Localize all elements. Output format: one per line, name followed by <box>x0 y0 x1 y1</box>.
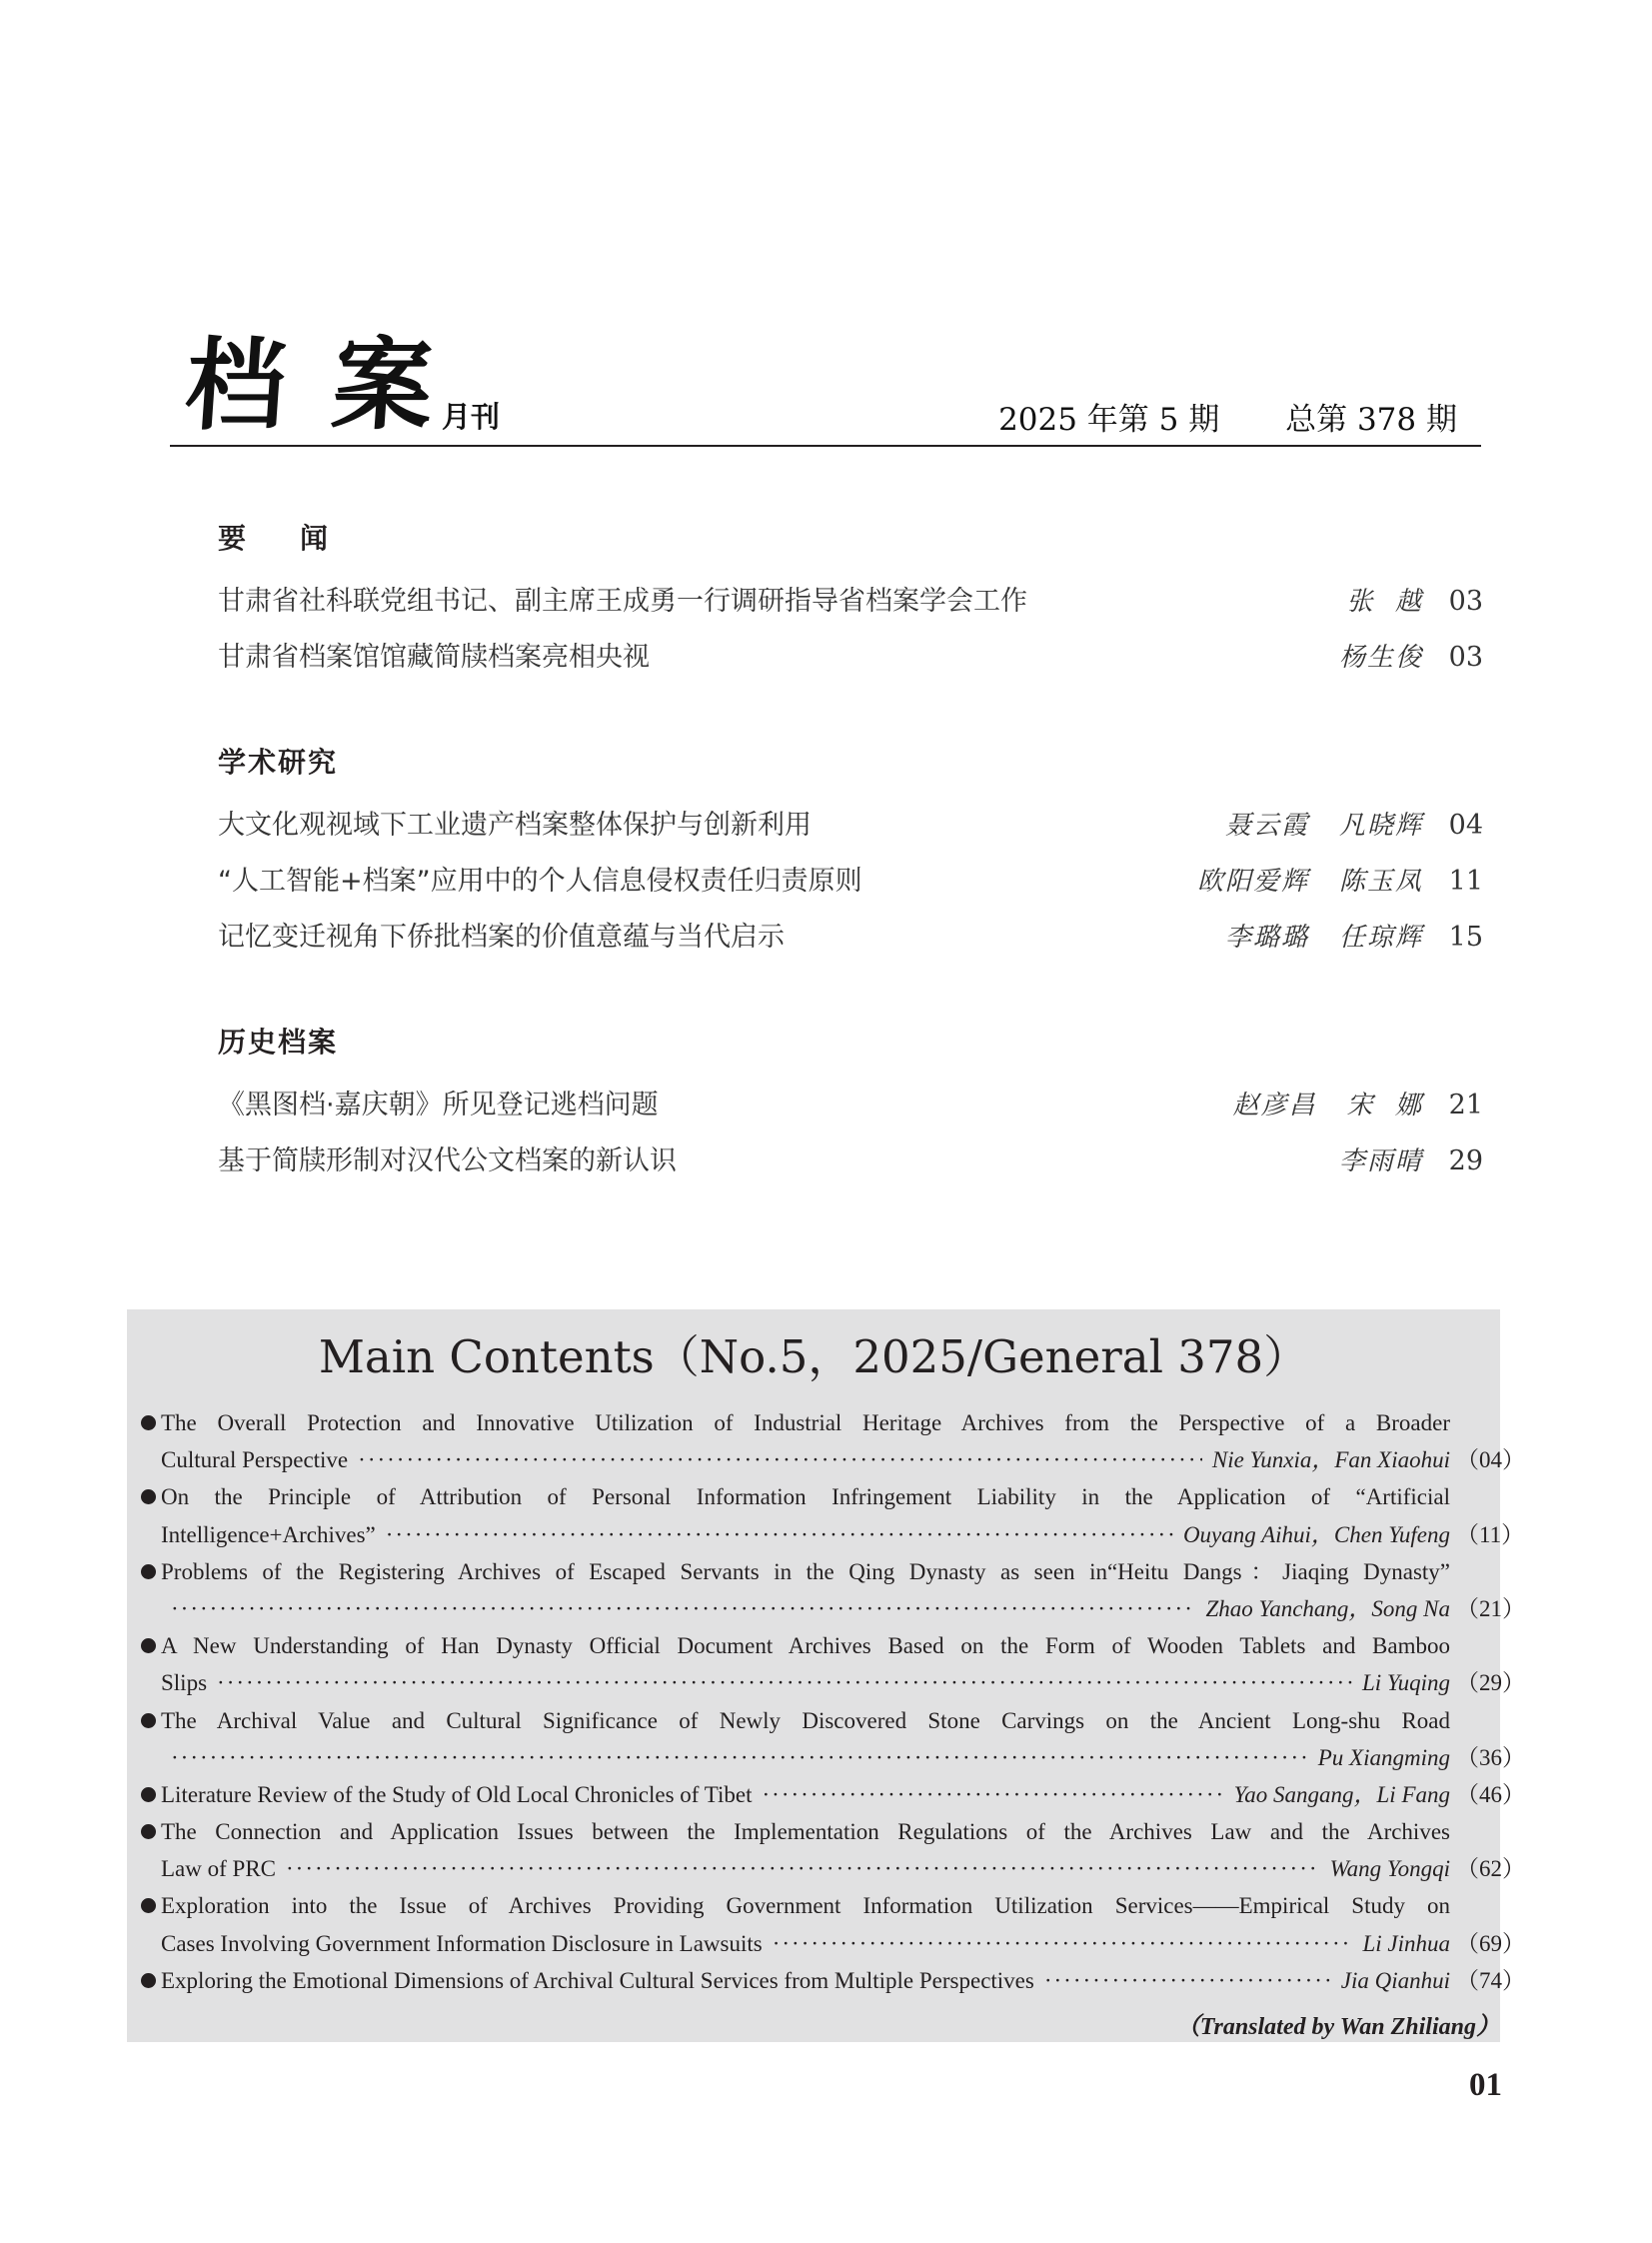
dot-leader <box>763 1776 1224 1813</box>
toc-entry[interactable] <box>218 854 1483 910</box>
entry-title[interactable]: The Overall Protection and Innovative Utilization of Industrial Heritage Archives from the Perspective of a Broader <box>161 1410 1450 1435</box>
dot-leader <box>217 1664 1352 1701</box>
entry-title-continuation[interactable]: Cultural Perspective <box>161 1447 349 1473</box>
toc-entry[interactable] <box>218 630 1483 686</box>
author: 陈玉凤 <box>1338 867 1423 897</box>
contents-entry[interactable] <box>141 1776 1525 1813</box>
entry-authors: Zhao Yanchang，Song Na <box>1205 1595 1450 1621</box>
entry-detail-line <box>141 1441 1525 1478</box>
contents-entry[interactable] <box>141 1553 1525 1627</box>
entry-title-line <box>141 1702 1450 1739</box>
entry-title[interactable]: 甘肃省社科联党组书记、副主席王成勇一行调研指导省档案学会工作 <box>218 586 1027 617</box>
dot-leader <box>171 1739 1308 1776</box>
entry-page: （62） <box>1456 1856 1525 1882</box>
entry-detail-line <box>141 1739 1525 1776</box>
entry-title-continuation[interactable]: Cases Involving Government Information Disclosure in Lawsuits <box>161 1930 763 1956</box>
masthead <box>170 326 1481 447</box>
issue-number: 2025 年第 5 期 <box>998 402 1220 438</box>
author: 杨生俊 <box>1338 643 1423 673</box>
entry-title[interactable]: 甘肃省档案馆馆藏简牍档案亮相央视 <box>218 642 650 673</box>
entry-authors: Ouyang Aihui，Chen Yufeng <box>1182 1521 1450 1547</box>
entry-detail-line <box>141 1590 1525 1627</box>
entry-title[interactable]: The Connection and Application Issues between the Implementation Regulations of the Archives Law and the Archives <box>161 1819 1450 1845</box>
entry-title[interactable]: Exploration into the Issue of Archives Providing Government Information Utilization Services——Empirical Study on <box>161 1893 1450 1919</box>
author: 张 越 <box>1346 587 1423 617</box>
entry-page: （29） <box>1456 1670 1525 1696</box>
entry-page: 03 <box>1448 586 1483 617</box>
entry-title[interactable]: The Archival Value and Cultural Significance of Newly Discovered Stone Carvings on the Ancient Long-shu Road <box>161 1707 1450 1733</box>
entry-authors: Pu Xiangming <box>1317 1744 1450 1770</box>
entry-title-line <box>141 1404 1450 1441</box>
section-heading: 要闻 <box>218 522 383 555</box>
translator-credit: （Translated by Wan Zhiliang） <box>1175 2014 1500 2040</box>
author: 李璐璐 <box>1224 923 1309 953</box>
entry-authors: Wang Yongqi <box>1329 1856 1450 1882</box>
journal-subtitle: 月刊 <box>442 400 501 434</box>
entry-page: （21） <box>1456 1595 1525 1621</box>
entry-title[interactable]: 大文化观视域下工业遗产档案整体保护与创新利用 <box>218 810 812 841</box>
entry-authors: Li Yuqing <box>1361 1670 1450 1696</box>
entry-page: 15 <box>1448 922 1483 953</box>
contents-entry[interactable] <box>141 1627 1525 1701</box>
entry-detail-line <box>141 1516 1525 1553</box>
journal-logo: 档 案 <box>181 326 443 444</box>
toc-entry[interactable] <box>218 1133 1483 1189</box>
entry-title[interactable]: “人工智能+档案”应用中的个人信息侵权责任归责原则 <box>218 866 862 897</box>
entry-page: （04） <box>1456 1447 1525 1473</box>
contents-entry[interactable] <box>141 1404 1525 1478</box>
entry-title[interactable]: Literature Review of the Study of Old Local Chronicles of Tibet <box>161 1781 753 1807</box>
entry-title-line <box>141 1627 1450 1664</box>
entry-title[interactable]: 《黑图档·嘉庆朝》所见登记逃档问题 <box>218 1090 659 1121</box>
author: 赵彦昌 <box>1232 1091 1317 1121</box>
toc-section <box>218 742 1483 966</box>
entry-title[interactable]: 基于简牍形制对汉代公文档案的新认识 <box>218 1145 677 1176</box>
page-number: 01 <box>1469 2067 1502 2103</box>
english-contents-title: Main Contents（No.5，2025/General 378） <box>318 1330 1309 1383</box>
entry-page: （36） <box>1456 1744 1525 1770</box>
english-contents-box <box>127 1309 1525 2042</box>
contents-entry[interactable] <box>141 1702 1525 1776</box>
entry-detail-line <box>141 1925 1525 1962</box>
entry-page: 29 <box>1448 1145 1483 1176</box>
entry-page: （46） <box>1456 1781 1525 1807</box>
entry-title[interactable]: On the Principle of Attribution of Personal Information Infringement Liability in the Application of “Artificial <box>161 1484 1450 1510</box>
entry-authors <box>1197 854 1423 910</box>
author: 聂云霞 <box>1224 811 1309 841</box>
entry-authors <box>1346 574 1423 630</box>
entry-title-line <box>141 1478 1450 1515</box>
contents-entry[interactable] <box>141 1478 1525 1552</box>
issue-total: 总第 378 期 <box>1285 402 1457 438</box>
entry-authors: Nie Yunxia，Fan Xiaohui <box>1211 1447 1450 1473</box>
entry-page: （11） <box>1456 1521 1525 1547</box>
entry-title[interactable]: 记忆变迁视角下侨批档案的价值意蕴与当代启示 <box>218 922 785 953</box>
author: 宋 娜 <box>1346 1091 1423 1121</box>
masthead-rule <box>170 445 1481 447</box>
dot-leader <box>171 1590 1195 1627</box>
english-contents-list <box>141 1404 1525 1999</box>
section-heading: 学术研究 <box>218 746 339 779</box>
entry-authors <box>1339 630 1423 686</box>
entry-title[interactable]: Exploring the Emotional Dimensions of Archival Cultural Services from Multiple Perspectives <box>161 1967 1034 1993</box>
author: 凡晓辉 <box>1338 811 1423 841</box>
entry-title-line <box>141 1553 1450 1590</box>
entry-title-continuation[interactable]: Law of PRC <box>161 1856 276 1882</box>
entry-page: 11 <box>1448 866 1483 897</box>
toc-section <box>218 518 1483 686</box>
table-of-contents <box>218 518 1483 1245</box>
contents-entry[interactable] <box>141 1887 1525 1961</box>
author: 欧阳爱辉 <box>1196 867 1309 897</box>
section-heading: 历史档案 <box>218 1026 339 1059</box>
author: 李雨晴 <box>1338 1146 1423 1176</box>
entry-authors <box>1225 798 1423 854</box>
entry-page: 03 <box>1448 642 1483 673</box>
entry-title[interactable]: Problems of the Registering Archives of Escaped Servants in the Qing Dynasty as seen in“Heitu Dangs：Jiaqing Dynasty” <box>161 1558 1450 1584</box>
entry-title-continuation[interactable]: Slips <box>161 1670 208 1696</box>
entry-authors <box>1339 1133 1423 1189</box>
contents-entry[interactable] <box>141 1962 1525 1999</box>
toc-entry[interactable] <box>218 574 1483 630</box>
entry-page: 21 <box>1448 1090 1483 1121</box>
entry-page: （74） <box>1456 1967 1525 1993</box>
entry-title-line <box>141 1887 1450 1924</box>
entry-detail-line <box>141 1962 1525 1999</box>
entry-title-continuation[interactable]: Intelligence+Archives” <box>161 1521 376 1547</box>
entry-detail-line <box>141 1664 1525 1701</box>
entry-authors <box>1232 1078 1423 1133</box>
entry-authors <box>1225 910 1423 966</box>
entry-page: （69） <box>1456 1930 1525 1956</box>
toc-entry[interactable] <box>218 798 1483 854</box>
toc-section <box>218 1022 1483 1189</box>
entry-authors: Li Jinhua <box>1362 1930 1450 1956</box>
toc-entry[interactable] <box>218 910 1483 966</box>
contents-entry[interactable] <box>141 1813 1525 1887</box>
entry-title-line <box>141 1813 1450 1850</box>
dot-leader <box>358 1441 1202 1478</box>
entry-title[interactable]: A New Understanding of Han Dynasty Official Document Archives Based on the Form of Wooden Tablets and Bamboo <box>161 1633 1450 1659</box>
dot-leader <box>286 1850 1320 1887</box>
entry-page: 04 <box>1448 810 1483 841</box>
entry-authors: Jia Qianhui <box>1340 1967 1450 1993</box>
dot-leader <box>386 1516 1173 1553</box>
issue-info <box>998 401 1457 439</box>
dot-leader <box>773 1925 1353 1962</box>
entry-detail-line <box>141 1776 1525 1813</box>
toc-entry[interactable] <box>218 1078 1483 1133</box>
author: 任琼辉 <box>1338 923 1423 953</box>
dot-leader <box>1044 1962 1331 1999</box>
entry-authors: Yao Sangang，Li Fang <box>1233 1781 1450 1807</box>
entry-detail-line <box>141 1850 1525 1887</box>
